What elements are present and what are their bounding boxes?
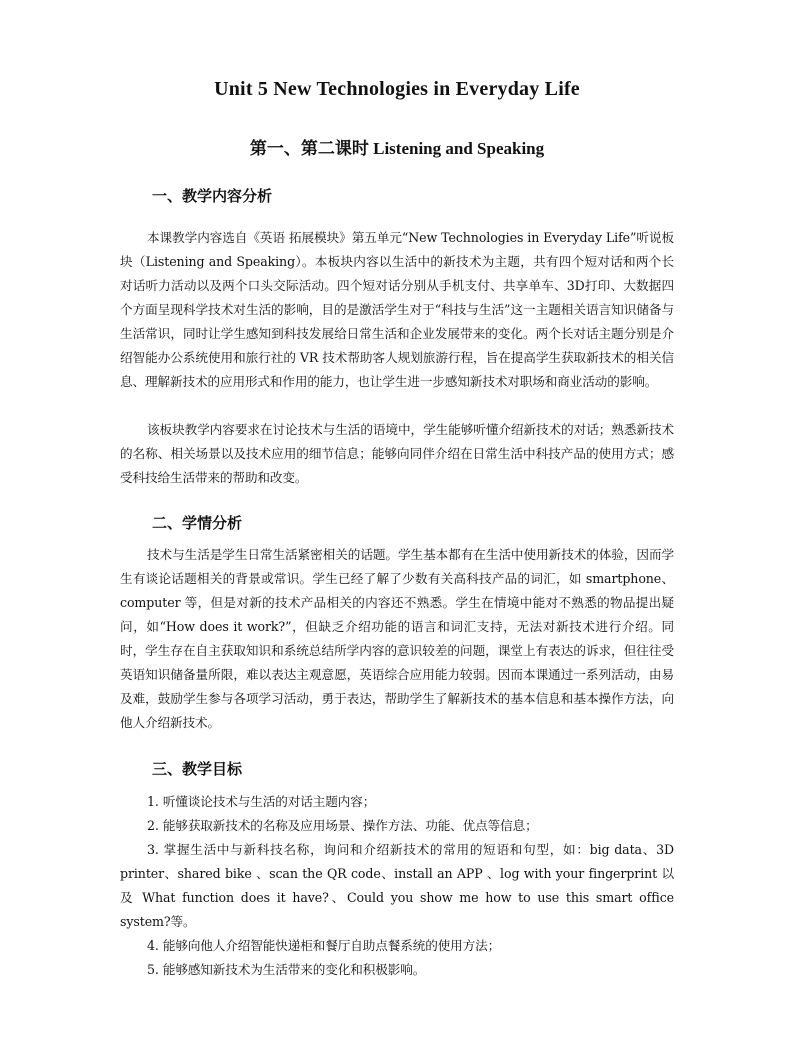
- teaching-goals-list: [120, 790, 674, 982]
- goal-text: 能够向他人介绍智能快递柜和餐厅自助点餐系统的使用方法；: [162, 938, 501, 953]
- goal-text: 掌握生活中与新科技名称，询问和介绍新技术的常用的短语和句型，如：big data、3D printer、shared bike 、scan the QR code、install an APP 、log with your fingerprint 以及 What function does it have?、Could you show me how to use this smart office system?等。: [120, 842, 674, 929]
- goal-text: 能够感知新技术为生活带来的变化和积极影响。: [162, 962, 426, 977]
- content-analysis-paragraph-1: 本课教学内容选自《英语 拓展模块》第五单元“New Technologies in Everyday Life”听说板块（Listening and Speaking）。本板块内容以生活中的新技术为主题，共有四个短对话和两个长对话听力活动以及两个口头交际活动。四个短对话分别从手机支付、共享单车、3D打印、大数据四个方面呈现科学技术对生活的影响，目的是激活学生对于“科技与生活”这一主题相关语言知识储备与生活常识，同时让学生感知到科技发展给日常生活和企业发展带来的变化。两个长对话主题分别是介绍智能办公系统使用和旅行社的 VR 技术帮助客人规划旅游行程，旨在提高学生获取新技术的相关信息、理解新技术的应用形式和作用的能力，也让学生进一步感知新技术对职场和商业活动的影响。: [120, 230, 674, 389]
- section-heading-student-analysis: 二、学情分析: [152, 514, 243, 532]
- goal-number: 3.: [147, 842, 159, 857]
- document-subtitle: 第一、第二课时 Listening and Speaking: [249, 139, 545, 158]
- teaching-goal-item: [120, 790, 674, 814]
- teaching-goal-item: [120, 838, 674, 934]
- teaching-goal-item: [120, 934, 674, 958]
- teaching-goal-item: [120, 814, 674, 838]
- content-analysis-paragraph-2: 该板块教学内容要求在讨论技术与生活的语境中，学生能够听懂介绍新技术的对话；熟悉新技术的名称、相关场景以及技术应用的细节信息；能够向同伴介绍在日常生活中科技产品的使用方式；感受科技给生活带来的帮助和改变。: [120, 422, 674, 485]
- document-title: Unit 5 New Technologies in Everyday Life: [214, 78, 580, 100]
- goal-number: 4.: [147, 938, 159, 953]
- goal-text: 听懂谈论技术与生活的对话主题内容；: [162, 794, 376, 809]
- goal-text: 能够获取新技术的名称及应用场景、操作方法、功能、优点等信息；: [162, 818, 538, 833]
- student-analysis-paragraph: 技术与生活是学生日常生活紧密相关的话题。学生基本都有在生活中使用新技术的体验，因而学生有谈论话题相关的背景或常识。学生已经了解了少数有关高科技产品的词汇，如 smartphone、computer 等，但是对新的技术产品相关的内容还不熟悉。学生在情境中能对不熟悉的物品提出疑问，如“How does it work?”，但缺乏介绍功能的语言和词汇支持，无法对新技术进行介绍。同时，学生存在自主获取知识和系统总结所学内容的意识较差的问题，课堂上有表达的诉求，但往往受英语知识储备量所限，难以表达主观意愿，英语综合应用能力较弱。因而本课通过一系列活动，由易及难，鼓励学生参与各项学习活动，勇于表达，帮助学生了解新技术的基本信息和基本操作方法，向他人介绍新技术。: [120, 547, 674, 730]
- goal-number: 2.: [147, 818, 159, 833]
- section-heading-teaching-goals: 三、教学目标: [152, 760, 243, 778]
- teaching-goal-item: [120, 958, 674, 982]
- goal-number: 1.: [147, 794, 159, 809]
- goal-number: 5.: [147, 962, 159, 977]
- section-heading-content-analysis: 一、教学内容分析: [152, 187, 273, 205]
